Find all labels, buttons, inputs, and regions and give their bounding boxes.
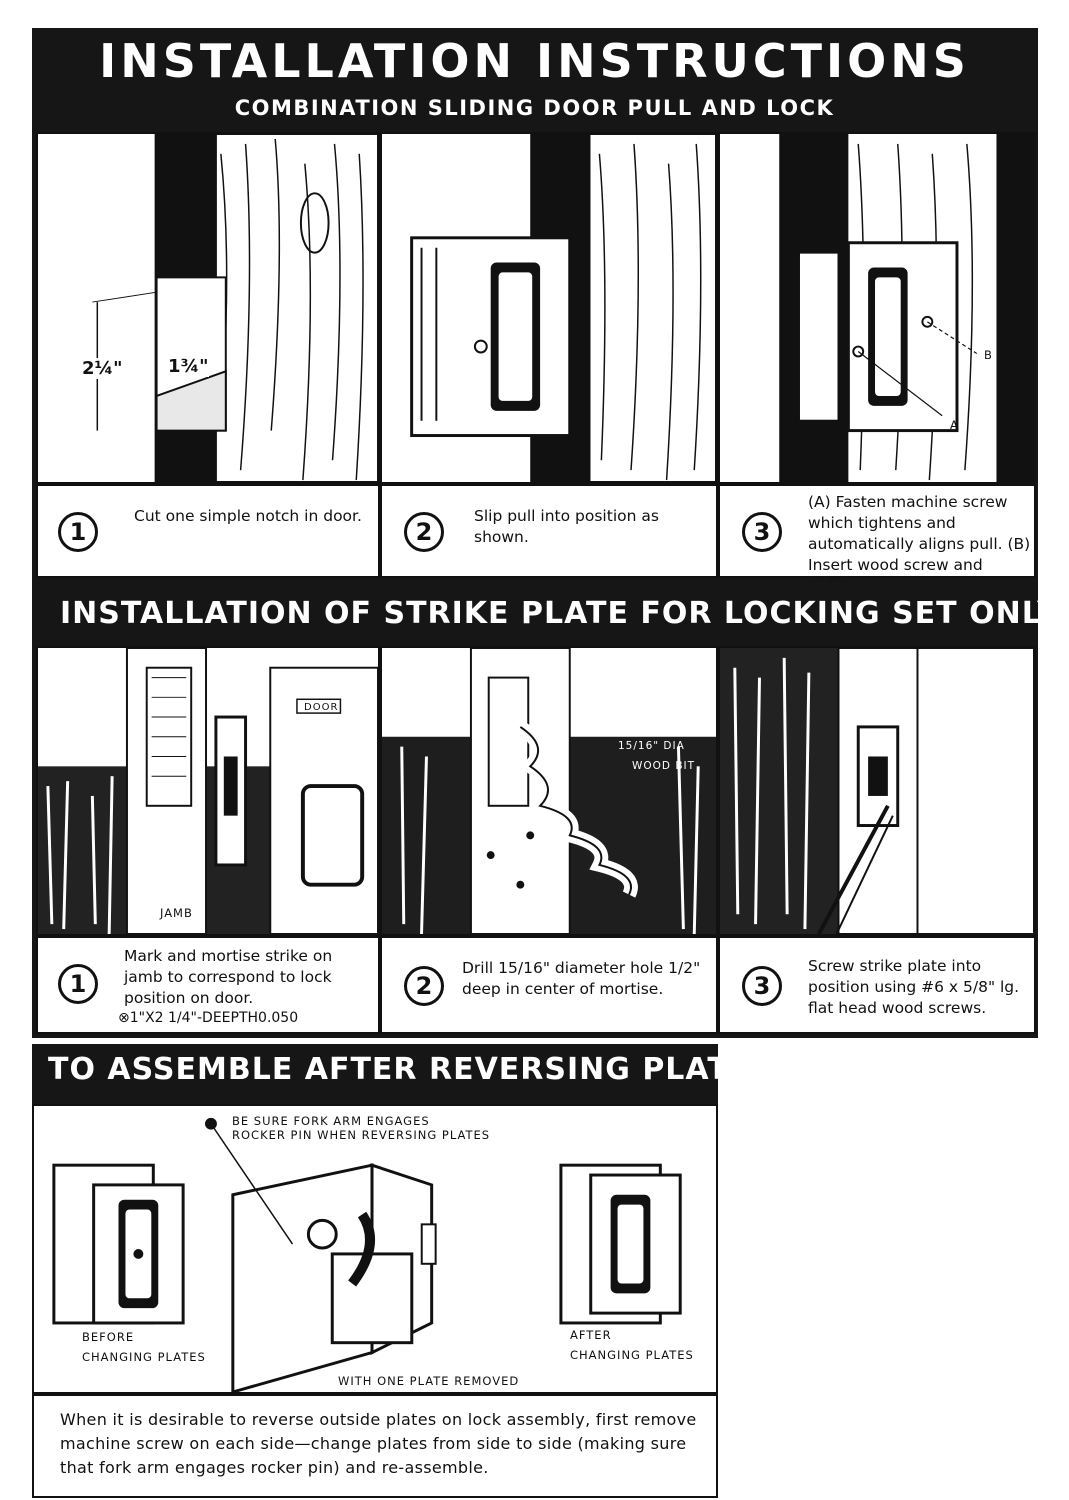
step-number: 2 — [404, 966, 444, 1006]
strike-plate-illustration — [718, 646, 1036, 936]
before-label-line1: BEFORE — [82, 1330, 135, 1344]
step-number: 2 — [404, 512, 444, 552]
step-text: Slip pull into position as shown. — [474, 507, 659, 546]
after-label-line1: AFTER — [570, 1328, 612, 1342]
mortise-dimension-note: ⊗1"X2 1/4"-DEEPTH0.050 — [118, 1010, 299, 1026]
step-number: 3 — [742, 966, 782, 1006]
removed-plate-label: WITH ONE PLATE REMOVED — [338, 1374, 520, 1388]
strike-step3-caption — [718, 936, 1036, 1034]
page-subtitle: COMBINATION SLIDING DOOR PULL AND LOCK — [234, 96, 835, 120]
before-label-line2: CHANGING PLATES — [82, 1350, 206, 1364]
step3-caption — [718, 484, 1036, 578]
drill-illustration — [380, 646, 718, 936]
pull-insert-illustration — [380, 132, 718, 484]
step-number: 3 — [742, 512, 782, 552]
fasten-screw-illustration — [718, 132, 1036, 484]
step-text: Cut one simple notch in door. — [134, 507, 362, 525]
label-jamb: JAMB — [160, 906, 193, 920]
reversing-illustration — [32, 1104, 718, 1394]
callout-line1: BE SURE FORK ARM ENGAGES — [232, 1114, 430, 1128]
step-text: (A) Fasten machine screw which tightens and automatically aligns pull. (B) Insert wood screw and — [808, 493, 1031, 574]
label-wood-bit: WOOD BIT — [632, 760, 696, 772]
footer-instructions — [32, 1394, 718, 1498]
page-title: INSTALLATION INSTRUCTIONS — [99, 34, 970, 88]
strike-step2-caption — [380, 936, 718, 1034]
dimension-height: 2¼" — [82, 358, 123, 379]
dimension-depth: 1¾" — [168, 356, 209, 377]
notch-illustration — [36, 132, 380, 484]
step-text: Drill 15/16" diameter hole 1/2" deep in center of mortise. — [462, 959, 701, 998]
step-text: Mark and mortise strike on jamb to correspond to lock position on door. — [124, 947, 333, 1007]
label-b: B — [984, 348, 993, 362]
after-label-line2: CHANGING PLATES — [570, 1348, 694, 1362]
step-number: 1 — [58, 512, 98, 552]
mortise-illustration — [36, 646, 380, 936]
label-door: DOOR — [304, 702, 339, 713]
step2-caption — [380, 484, 718, 578]
step1-caption — [36, 484, 380, 578]
section3-title: TO ASSEMBLE AFTER REVERSING PLATES — [48, 1052, 773, 1087]
strike-step1-caption — [36, 936, 380, 1034]
label-a: A — [950, 418, 959, 432]
label-bit-size: 15/16" DIA — [618, 740, 685, 752]
callout-line2: ROCKER PIN WHEN REVERSING PLATES — [232, 1128, 491, 1142]
step-text: Screw strike plate into position using #6 x 5/8" lg. flat head wood screws. — [808, 957, 1020, 1017]
section2-title: INSTALLATION OF STRIKE PLATE FOR LOCKING SET ONLY — [60, 596, 1060, 631]
step-number: 1 — [58, 964, 98, 1004]
footer-text: When it is desirable to reverse outside plates on lock assembly, first remove machine screw on each side—change plates from side to side (making sure that fork arm engages rocker pin) and re-assemble. — [60, 1410, 697, 1477]
